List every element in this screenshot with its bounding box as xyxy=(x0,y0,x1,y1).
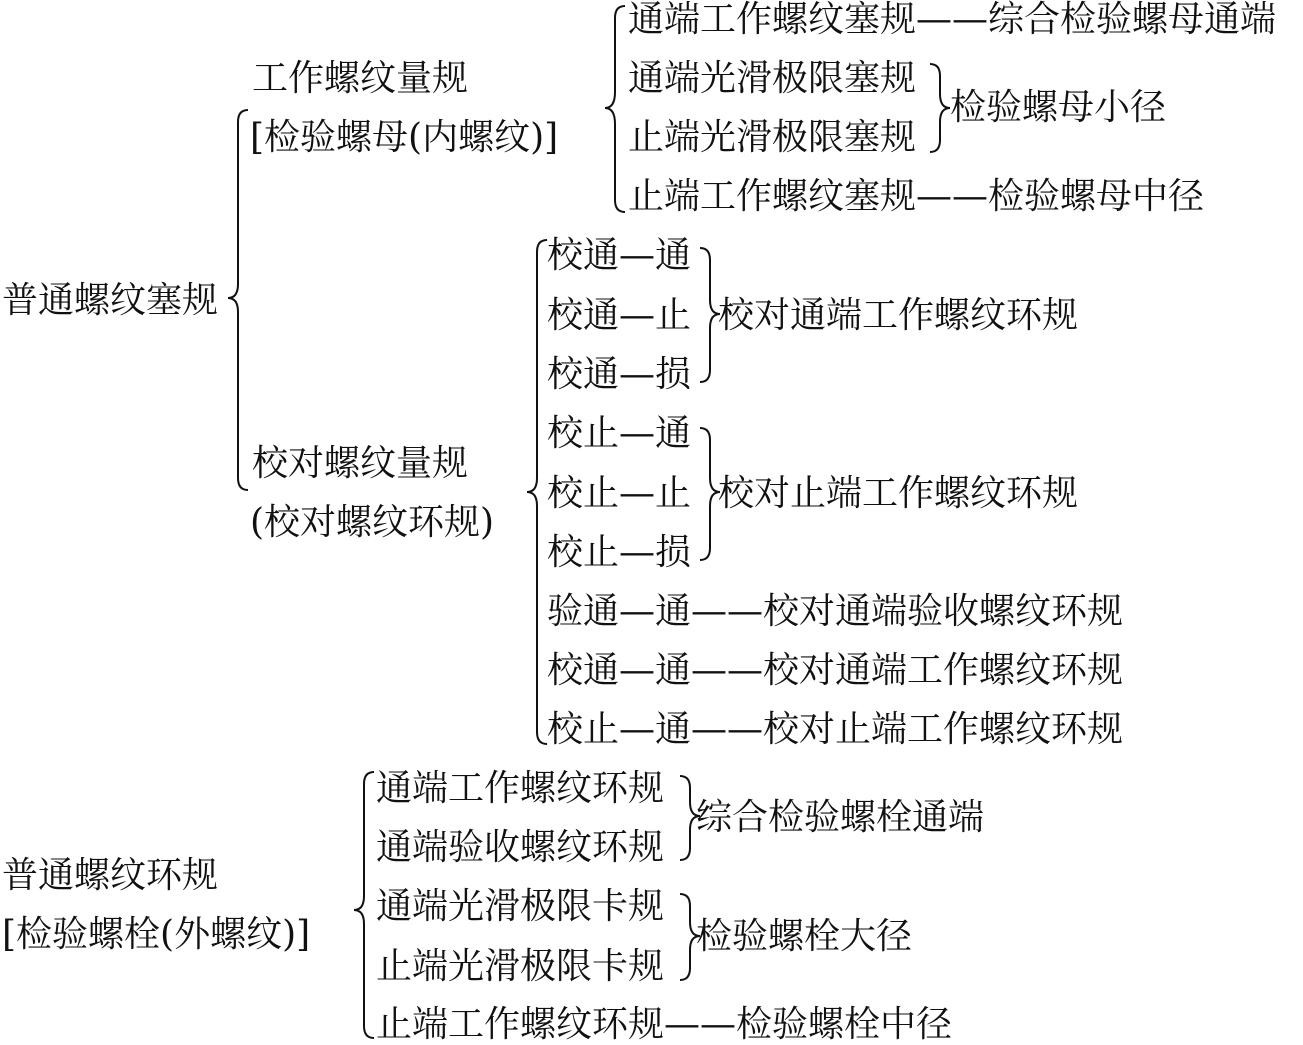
check-group1-item-2: 校通—止 xyxy=(547,295,692,336)
work-gauge-item-1: 通端工作螺纹塞规——综合检验螺母通端 xyxy=(628,0,1277,40)
work-gauge-item-2: 通端光滑极限塞规 xyxy=(628,58,917,99)
check-gauge-note: (校对螺纹环规) xyxy=(250,502,495,543)
plug-gauge-title: 普通螺纹塞规 xyxy=(2,280,219,321)
check-group2-label: 校对止端工作螺纹环规 xyxy=(718,473,1079,514)
check-group2-item-2: 校止—止 xyxy=(547,473,692,514)
ring-gauge-title: 普通螺纹环规 xyxy=(2,855,219,896)
work-gauge-item-4: 止端工作螺纹塞规——检验螺母中径 xyxy=(628,176,1205,217)
ring-gauge-note: [检验螺栓(外螺纹)] xyxy=(2,914,311,955)
work-gauge-item-3: 止端光滑极限塞规 xyxy=(628,117,917,158)
ring-group1-item-1: 通端工作螺纹环规 xyxy=(376,768,665,809)
check-line-2: 校通—通——校对通端工作螺纹环规 xyxy=(547,650,1124,691)
work-gauge-name: 工作螺纹量规 xyxy=(252,58,469,99)
ring-group1-item-2: 通端验收螺纹环规 xyxy=(376,827,665,868)
check-group1-item-3: 校通—损 xyxy=(547,354,692,395)
ring-group2-item-1: 通端光滑极限卡规 xyxy=(376,886,665,927)
check-group2-item-3: 校止—损 xyxy=(547,532,692,573)
check-gauge-name: 校对螺纹量规 xyxy=(252,443,469,484)
minor-diameter-label: 检验螺母小径 xyxy=(950,87,1167,128)
work-gauge-note: [检验螺母(内螺纹)] xyxy=(250,117,559,158)
ring-group1-label: 综合检验螺栓通端 xyxy=(696,797,985,838)
ring-group2-label: 检验螺栓大径 xyxy=(696,916,913,957)
check-group1-item-1: 校通—通 xyxy=(547,235,692,276)
check-group2-item-1: 校止—通 xyxy=(547,413,692,454)
check-line-1: 验通—通——校对通端验收螺纹环规 xyxy=(547,591,1124,632)
ring-last-line: 止端工作螺纹环规——检验螺栓中径 xyxy=(376,1004,953,1045)
check-line-3: 校止—通——校对止端工作螺纹环规 xyxy=(547,709,1124,750)
check-group1-label: 校对通端工作螺纹环规 xyxy=(718,295,1079,336)
ring-group2-item-2: 止端光滑极限卡规 xyxy=(376,946,665,987)
